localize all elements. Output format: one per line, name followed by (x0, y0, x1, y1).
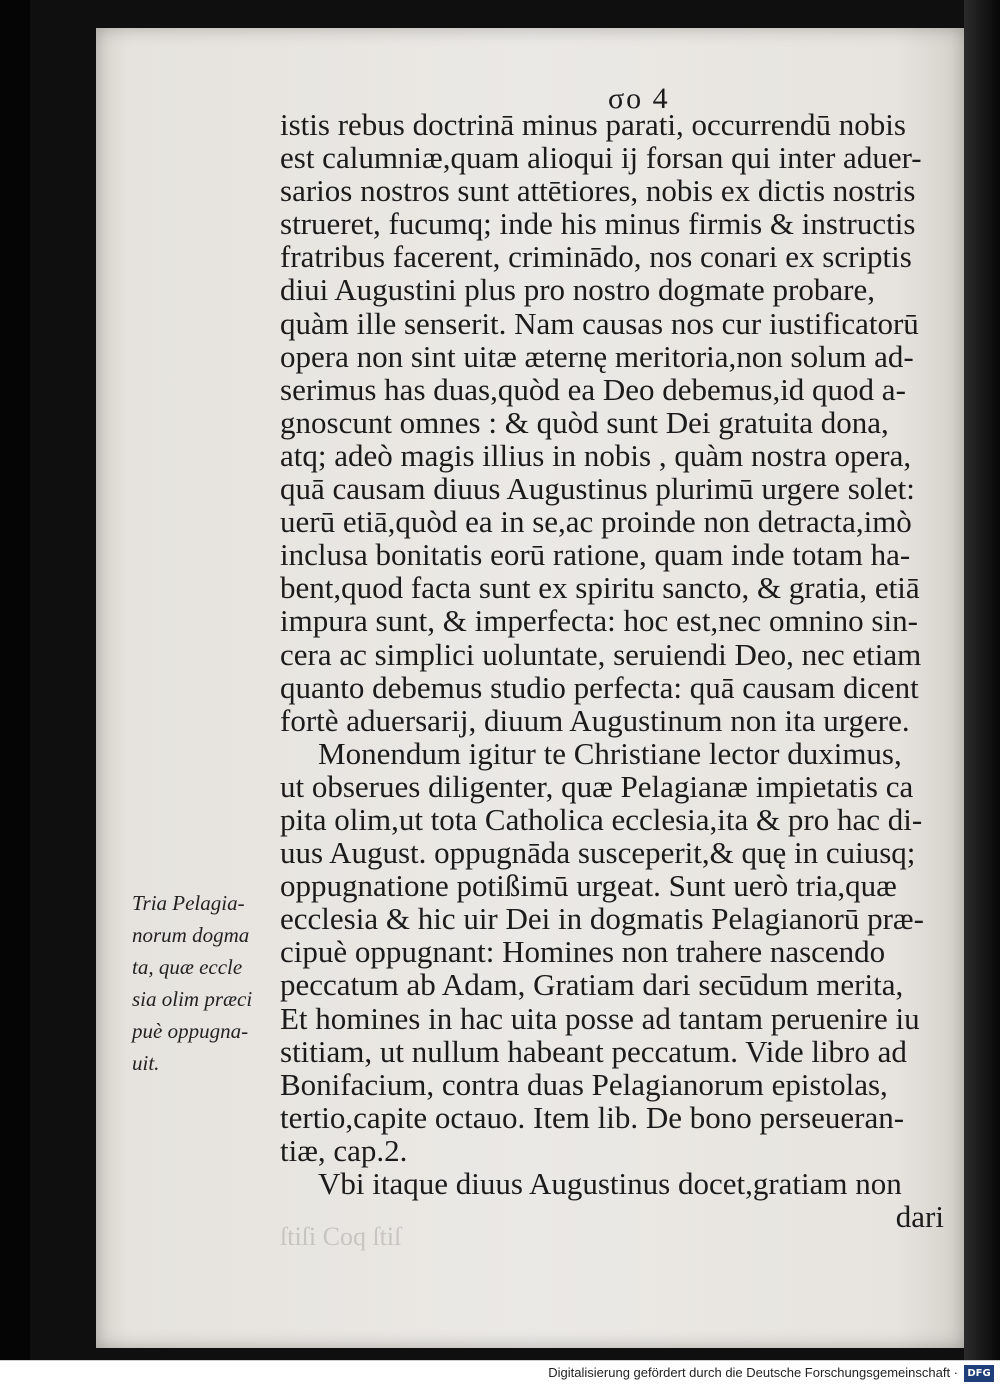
marginal-note (132, 887, 278, 1079)
marginal-note-line: norum dogma (132, 923, 250, 947)
text-line: diui Augustini plus pro nostro dogmate probare, (280, 272, 875, 308)
page-number: σο 4 (608, 82, 670, 115)
text-line: pita olim,ut tota Catholica ecclesia,ita & pro hac di- (280, 801, 923, 837)
text-line: quā causam diuus Augustinus plurimū urgere solet: (280, 471, 915, 507)
scan-edge-right (964, 0, 1000, 1360)
text-line: uerū etiā,quòd ea in se,ac proinde non detracta,imò (280, 504, 912, 540)
text-line: Bonifacium, contra duas Pelagianorum epistolas, (280, 1066, 888, 1102)
body-text (280, 108, 944, 1233)
text-line: strueret, fucumq; inde his minus firmis & instructis (280, 206, 916, 242)
dfg-logo: DFG (964, 1365, 994, 1382)
text-line: istis rebus doctrinā minus parati, occurrendū nobis (280, 107, 906, 142)
text-line: quàm ille senserit. Nam causas nos cur iustificatorū (280, 305, 919, 341)
text-line: peccatum ab Adam, Gratiam dari secūdum merita, (280, 967, 904, 1003)
text-line: uus August. oppugnāda susceperit,& quę in cuiusq; (280, 835, 916, 871)
marginal-note-line: sia olim præci (132, 987, 253, 1011)
bleed-through-text: ſtiſi Coq ſtiſ (280, 1222, 402, 1251)
text-line: quanto debemus studio perfecta: quā causam dicent (280, 669, 919, 705)
catchword: dari (895, 1199, 944, 1235)
marginal-note-line: uit. (132, 1051, 160, 1075)
marginal-note-line: puè oppugna- (132, 1019, 249, 1043)
text-line: ut obserues diligenter, quæ Pelagianæ impietatis ca (280, 768, 914, 804)
marginal-note-line: ta, quæ eccle (132, 955, 243, 979)
text-line: inclusa bonitatis eorū ratione, quam inde totam ha- (280, 537, 911, 573)
marginal-note-line: Tria Pelagia- (132, 891, 245, 915)
text-line: serimus has duas,quòd ea Deo debemus,id quod a- (280, 371, 906, 407)
text-line: tiæ, cap.2. (280, 1132, 408, 1168)
text-line: atq; adeò magis illius in nobis , quàm nostra opera, (280, 437, 912, 473)
text-line: cipuè oppugnant: Homines non trahere nascendo (280, 934, 886, 970)
text-line-paragraph-start: Monendum igitur te Christiane lector duximus, (318, 735, 902, 771)
text-line: Et homines in hac uita posse ad tantam peruenire iu (280, 1000, 920, 1036)
text-line: opera non sint uitæ æternę meritoria,non solum ad- (280, 338, 914, 374)
scan-edge-left (0, 0, 30, 1360)
text-line: fortè aduersarij, diuum Augustinum non ita urgere. (280, 702, 910, 738)
text-line: impura sunt, & imperfecta: hoc est,nec omnino sin- (280, 603, 918, 639)
text-line: sarios nostros sunt attētiores, nobis ex dictis nostris (280, 173, 916, 209)
text-line: est calumniæ,quam alioqui ij forsan qui inter aduer- (280, 140, 922, 176)
text-line: gnoscunt omnes : & quòd sunt Dei gratuita dona, (280, 404, 889, 440)
text-line: stitiam, ut nullum habeant peccatum. Vide libro ad (280, 1033, 907, 1069)
text-line: tertio,capite octauo. Item lib. De bono perseueran- (280, 1099, 905, 1135)
text-line: cera ac simplici uoluntate, seruiendi Deo, nec etiam (280, 636, 922, 672)
text-line: ecclesia & hic uir Dei in dogmatis Pelagianorū præ- (280, 901, 924, 937)
text-line: bent,quod facta sunt ex spiritu sancto, & gratia, etiā (280, 570, 920, 606)
text-line: oppugnatione potißimū urgeat. Sunt uerò tria,quæ (280, 868, 897, 904)
text-line: fratribus facerent, criminādo, nos conari ex scriptis (280, 239, 912, 275)
text-line-paragraph-start: Vbi itaque diuus Augustinus docet,gratiam non (318, 1166, 902, 1201)
footer-bar (0, 1360, 1000, 1386)
funding-notice: Digitalisierung gefördert durch die Deutsche Forschungsgemeinschaft · (548, 1365, 958, 1380)
